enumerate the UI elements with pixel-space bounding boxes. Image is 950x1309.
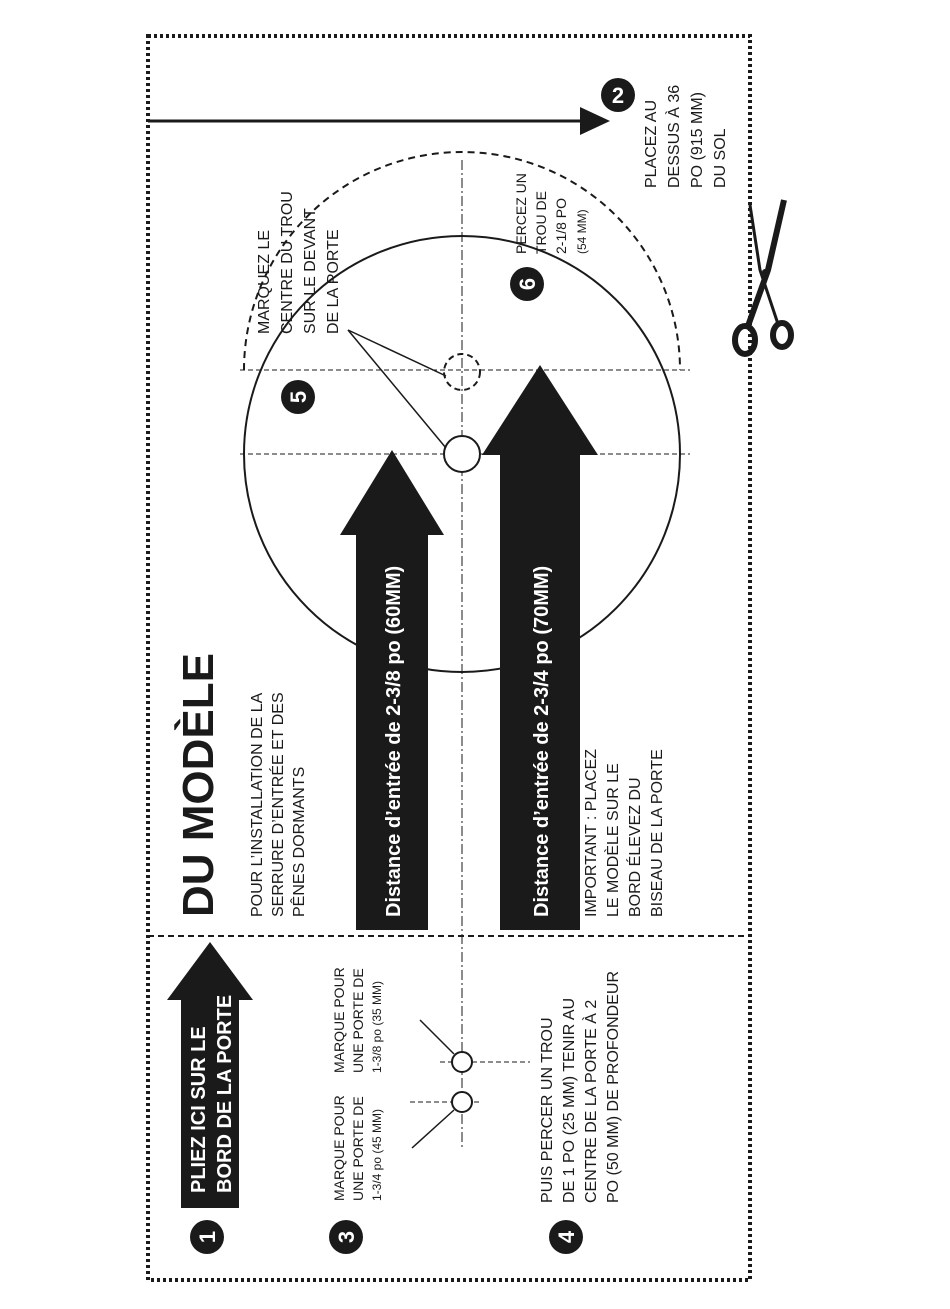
svg-text:TROU DE: TROU DE — [533, 191, 549, 254]
center-mark-60 — [444, 436, 480, 472]
fold-arrow — [167, 942, 253, 1208]
svg-text:CENTRE DU TROU: CENTRE DU TROU — [279, 191, 296, 334]
svg-text:1-3/8 po (35 MM): 1-3/8 po (35 MM) — [370, 980, 384, 1073]
svg-text:DESSUS À 36: DESSUS À 36 — [666, 84, 683, 188]
svg-text:2: 2 — [611, 83, 625, 108]
svg-text:BORD DE LA PORTE: BORD DE LA PORTE — [214, 994, 236, 1193]
svg-text:5: 5 — [286, 390, 311, 404]
arrow-70mm-label: Distance d’entrée de 2-3/4 po (70MM) — [531, 565, 553, 917]
svg-text:IMPORTANT : PLACEZ: IMPORTANT : PLACEZ — [583, 748, 600, 917]
svg-text:DE 1 PO (25 MM) TENIR AU: DE 1 PO (25 MM) TENIR AU — [561, 997, 578, 1203]
door-mark-45 — [452, 1092, 472, 1112]
svg-text:MARQUEZ LE: MARQUEZ LE — [256, 229, 273, 334]
svg-text:MARQUE POUR: MARQUE POUR — [331, 1095, 347, 1201]
svg-text:CENTRE DE LA PORTE À 2: CENTRE DE LA PORTE À 2 — [583, 999, 600, 1203]
svg-text:POUR L’INSTALLATION DE LA: POUR L’INSTALLATION DE LA — [249, 692, 266, 917]
svg-text:4: 4 — [554, 1230, 579, 1244]
svg-text:MARQUE POUR: MARQUE POUR — [331, 967, 347, 1073]
svg-text:PUIS PERCER UN TROU: PUIS PERCER UN TROU — [539, 1017, 556, 1203]
svg-text:2-1/8 PO: 2-1/8 PO — [553, 197, 569, 254]
height-arrow — [148, 107, 610, 135]
svg-text:PÊNES DORMANTS: PÊNES DORMANTS — [291, 766, 308, 917]
scissors-icon — [735, 200, 791, 354]
step-6 — [510, 173, 589, 301]
svg-text:PLACEZ AU: PLACEZ AU — [643, 99, 660, 188]
svg-text:PERCEZ UN: PERCEZ UN — [513, 173, 529, 254]
svg-text:LE MODÈLE SUR LE: LE MODÈLE SUR LE — [605, 763, 622, 917]
svg-text:1-3/4 po (45 MM): 1-3/4 po (45 MM) — [370, 1108, 384, 1201]
svg-text:6: 6 — [515, 277, 540, 291]
important-note — [583, 749, 666, 917]
svg-text:UNE PORTE DE: UNE PORTE DE — [350, 968, 366, 1073]
step-3 — [329, 967, 384, 1254]
step-2-marker — [601, 78, 635, 112]
svg-text:DU SOL: DU SOL — [712, 128, 729, 188]
svg-text:PO (50 MM) DE PROFONDEUR: PO (50 MM) DE PROFONDEUR — [605, 970, 622, 1203]
svg-text:PLIEZ ICI SUR LE: PLIEZ ICI SUR LE — [188, 1026, 210, 1193]
subtitle — [249, 692, 308, 917]
door-mark-35 — [452, 1052, 472, 1072]
svg-text:DE LA PORTE: DE LA PORTE — [325, 229, 342, 334]
step-2-text — [643, 85, 729, 188]
svg-text:UNE PORTE DE: UNE PORTE DE — [350, 1096, 366, 1201]
arrow-60mm-label: Distance d’entrée de 2-3/8 po (60MM) — [383, 565, 405, 917]
svg-text:3: 3 — [334, 1230, 359, 1244]
svg-text:1: 1 — [195, 1230, 220, 1244]
svg-text:BORD ÉLEVEZ DU: BORD ÉLEVEZ DU — [627, 777, 644, 917]
svg-text:SUR LE DEVANT: SUR LE DEVANT — [302, 208, 319, 334]
svg-text:(54 MM): (54 MM) — [575, 209, 589, 254]
rotated-content — [173, 85, 729, 1254]
page-title: DU MODÈLE — [174, 653, 223, 917]
svg-text:PO (915 MM): PO (915 MM) — [689, 91, 706, 188]
svg-text:SERRURE D’ENTRÉE ET DES: SERRURE D’ENTRÉE ET DES — [270, 692, 287, 917]
step-4 — [539, 971, 622, 1254]
svg-text:BISEAU DE LA PORTE: BISEAU DE LA PORTE — [649, 749, 666, 917]
